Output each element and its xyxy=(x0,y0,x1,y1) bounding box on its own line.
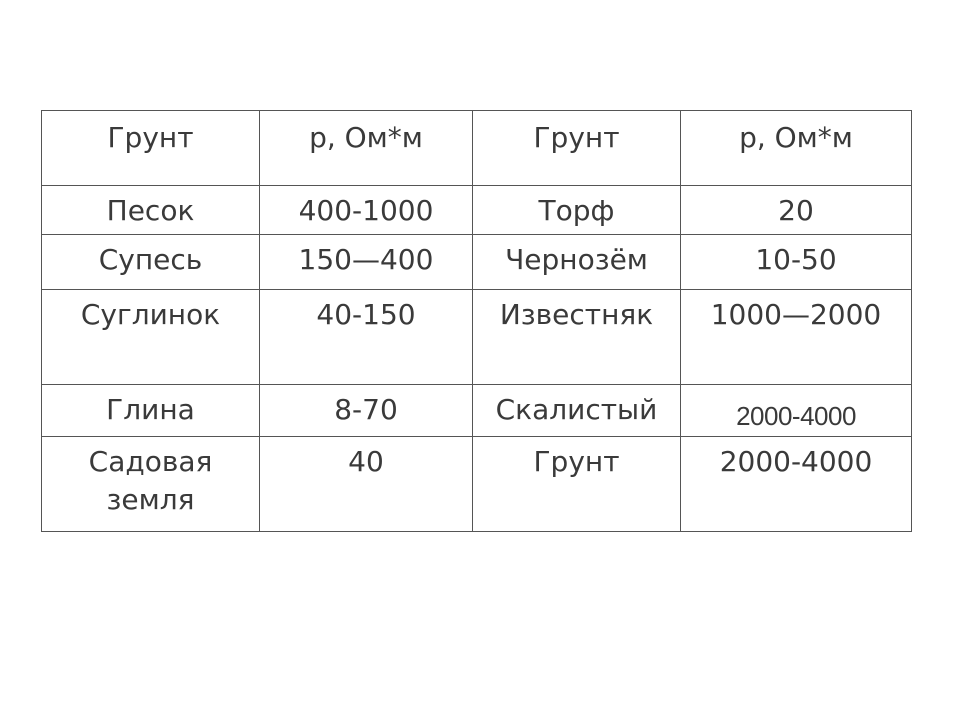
table-row xyxy=(42,290,912,385)
header-cell-soil-2: Грунт xyxy=(473,111,681,186)
table-cell: Супесь xyxy=(42,235,260,290)
table-cell: Торф xyxy=(473,186,681,235)
table-cell: Чернозём xyxy=(473,235,681,290)
table-row xyxy=(42,437,912,532)
table-cell: 400-1000 xyxy=(260,186,473,235)
table-row xyxy=(42,186,912,235)
table-cell: Грунт xyxy=(473,437,681,532)
header-cell-resistivity-1: р, Ом*м xyxy=(260,111,473,186)
table-cell-value: 2000-4000 xyxy=(736,401,856,431)
table-cell: 8-70 xyxy=(260,385,473,437)
table-cell: 1000—2000 xyxy=(681,290,912,385)
table-cell: Суглинок xyxy=(42,290,260,385)
table-cell xyxy=(681,385,912,437)
table-cell: 10-50 xyxy=(681,235,912,290)
table-cell: Скалистый xyxy=(473,385,681,437)
table-cell: Известняк xyxy=(473,290,681,385)
table-cell: 40 xyxy=(260,437,473,532)
table-row xyxy=(42,235,912,290)
header-cell-soil-1: Грунт xyxy=(42,111,260,186)
header-cell-resistivity-2: р, Ом*м xyxy=(681,111,912,186)
table-cell: 2000-4000 xyxy=(681,437,912,532)
table-row xyxy=(42,385,912,437)
table-cell: Глина xyxy=(42,385,260,437)
soil-resistivity-table xyxy=(41,110,912,532)
table-header-row xyxy=(42,111,912,186)
table-cell: Песок xyxy=(42,186,260,235)
table-cell: 40-150 xyxy=(260,290,473,385)
table-cell: Садовая земля xyxy=(42,437,260,532)
table-cell: 20 xyxy=(681,186,912,235)
table-cell: 150—400 xyxy=(260,235,473,290)
